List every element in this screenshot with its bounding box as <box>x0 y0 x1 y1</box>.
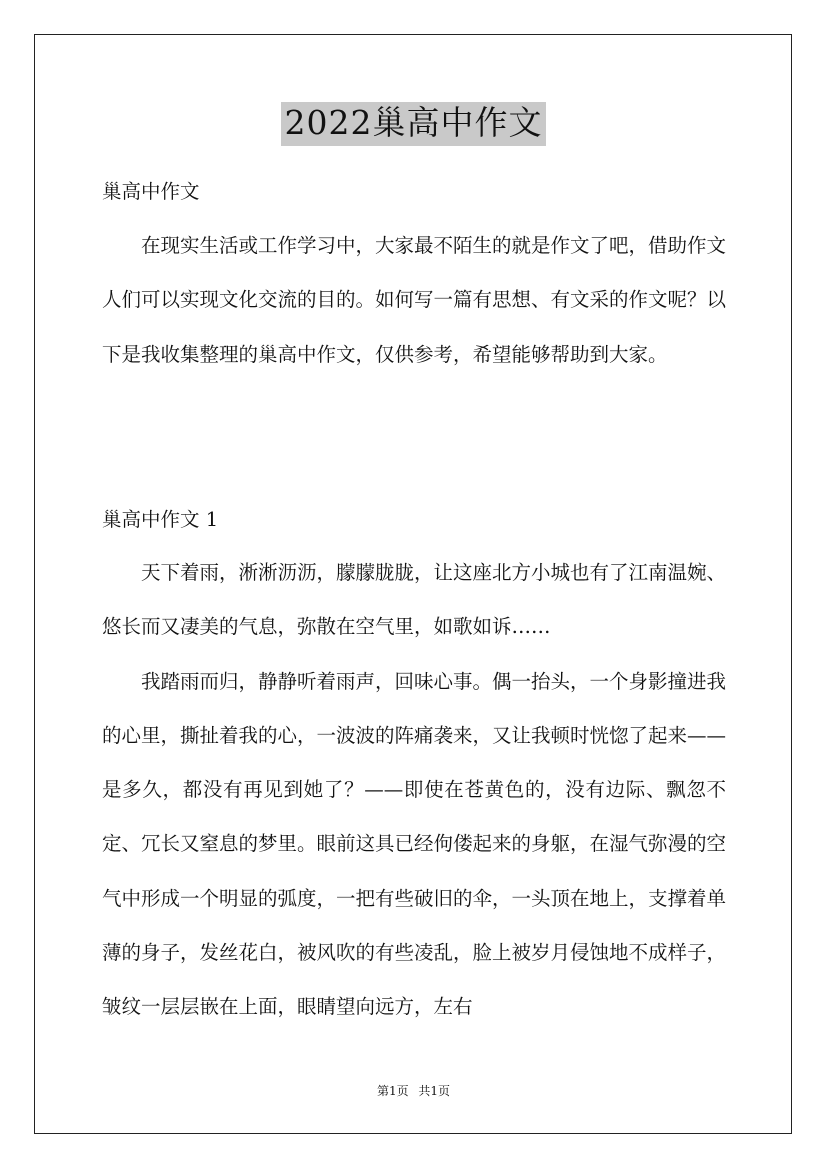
intro-paragraph: 在现实生活或工作学习中，大家最不陌生的就是作文了吧，借助作文人们可以实现文化交流的目的。如何写一篇有思想、有文采的作文呢？以下是我收集整理的巢高中作文，仅供参考，希望能够帮助到大家。 <box>102 234 727 366</box>
page-number-total: 共1页 <box>418 1084 451 1098</box>
intro-block <box>102 219 726 382</box>
subtitle-block <box>102 180 726 204</box>
document-title: 2022巢高中作文 <box>281 102 547 146</box>
section-heading-block <box>102 508 726 532</box>
page-number-current: 第1页 <box>376 1084 409 1098</box>
body-paragraph: 天下着雨，淅淅沥沥，朦朦胧胧，让这座北方小城也有了江南温婉、悠长而又凄美的气息，弥散在空气里，如歌如诉…… <box>102 561 727 639</box>
section-heading: 巢高中作文 1 <box>102 508 219 531</box>
body-paragraph: 我踏雨而归，静静听着雨声，回味心事。偶一抬头，一个身影撞进我的心里，撕扯着我的心，一波波的阵痛袭来，又让我顿时恍惚了起来——是多久，都没有再见到她了？——即使在苍黄色的，没有边际、飘忽不定、冗长又窒息的梦里。眼前这具已经佝偻起来的身躯，在湿气弥漫的空气中形成一个明显的弧度，一把有些破旧的伞，一头顶在地上，支撑着单薄的身子，发丝花白，被风吹的有些凌乱，脸上被岁月侵蚀地不成样子，皱纹一层层嵌在上面，眼睛望向远方，左右 <box>102 669 727 1019</box>
document-subtitle: 巢高中作文 <box>102 180 200 203</box>
page-footer <box>0 1083 827 1099</box>
section-body <box>102 546 726 1035</box>
title-container <box>0 102 827 146</box>
